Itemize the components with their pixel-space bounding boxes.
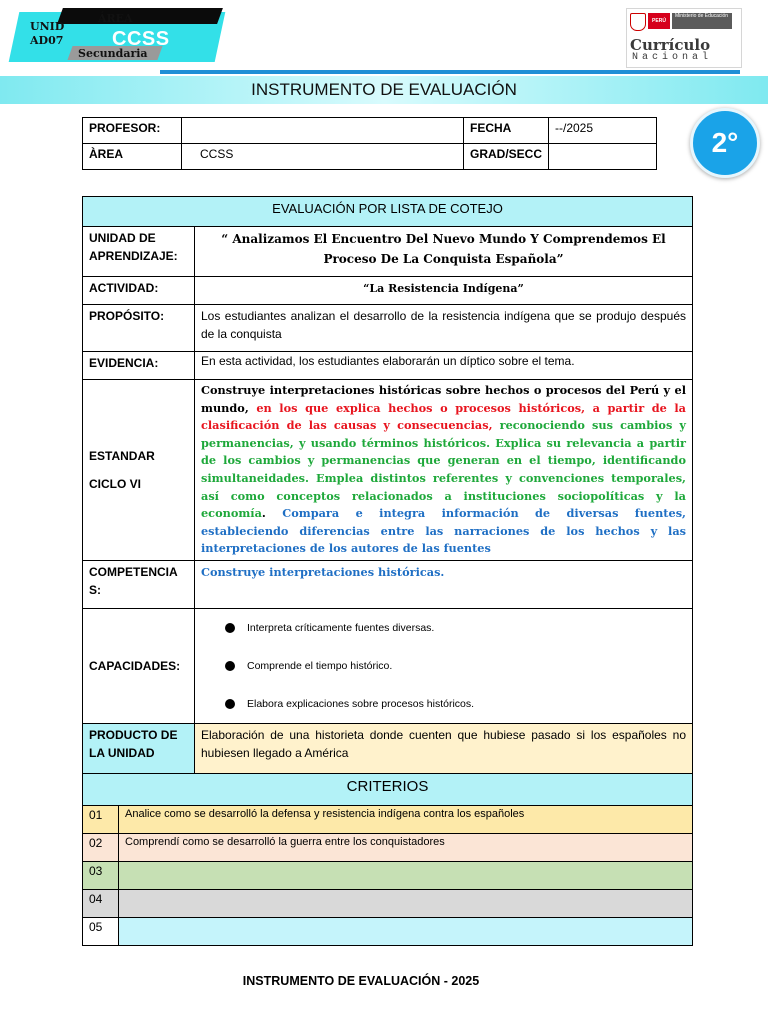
list-item — [195, 609, 692, 647]
grad-secc-field[interactable] — [549, 144, 657, 170]
unidad-value: “ Analizamos El Encuentro Del Nuevo Mundo Y Comprendemos El Proceso De La Conquista Española” — [195, 227, 693, 277]
estandar-part5: Compara e integra información de diversas fuentes, estableciendo diferencias entre las narraciones de los hechos y las interpretaciones de los autores de las fuentes — [201, 506, 686, 556]
capacidad-text: Comprende el tiempo histórico. — [247, 659, 393, 672]
escudo-icon — [630, 13, 646, 31]
bullet-icon — [225, 623, 235, 633]
actividad-label: ACTIVIDAD: — [83, 277, 195, 305]
competencias-value: Construye interpretaciones históricas. — [195, 560, 693, 608]
estandar-part3: reconociendo sus cambios y permanencias, y usando términos históricos. Explica su relevancia a partir de los cambios y permanencias que generan en el tiempo, identificando simultaneidades. Emplea distintos referentes y convenciones temporales, así como conceptos relacionados a instituciones sociopolíticas y la economía — [201, 418, 687, 521]
evaluation-header: EVALUACIÓN POR LISTA DE COTEJO — [83, 197, 693, 227]
estandar-part4: . — [261, 506, 283, 521]
profesor-label: PROFESOR: — [83, 118, 182, 144]
info-table — [82, 117, 657, 170]
ministry-label: Ministerio de Educación — [672, 13, 732, 29]
criterio-num: 02 — [83, 834, 119, 862]
estandar-part1: Construye interpretaciones históricas sobre hechos o procesos del Perú y el mundo, — [201, 383, 686, 415]
unidad-label: UNIDAD DE APRENDIZAJE: — [83, 227, 195, 277]
bullet-icon — [225, 699, 235, 709]
header-blue-line — [160, 70, 740, 74]
logo-name-line1: Currículo — [630, 36, 711, 54]
subject-banner: CCSS — [112, 28, 170, 50]
producto-label: PRODUCTO DE LA UNIDAD — [83, 723, 195, 788]
level-label: Secundaria — [78, 47, 148, 60]
ciclo-label: CICLO VI — [89, 476, 142, 491]
competencias-label: COMPETENCIAS: — [83, 560, 195, 608]
bullet-icon — [225, 661, 235, 671]
page-footer: INSTRUMENTO DE EVALUACIÓN - 2025 — [242, 974, 480, 988]
criterio-text[interactable] — [119, 862, 693, 890]
unit-code — [30, 20, 64, 48]
capacidad-text: Elabora explicaciones sobre procesos históricos. — [247, 697, 475, 710]
estandar-label-cell — [83, 380, 195, 561]
area-row-label: ÀREA — [83, 144, 182, 170]
actividad-value: “La Resistencia Indígena” — [195, 277, 693, 305]
estandar-part2: en los que explica hechos o procesos históricos, a partir de la clasificación de las causas y consecuencias, — [201, 400, 686, 433]
criterio-text[interactable]: Analice como se desarrolló la defensa y resistencia indígena contra los españoles — [119, 806, 693, 834]
header-banner-black — [57, 8, 223, 24]
area-field[interactable]: CCSS — [182, 144, 464, 170]
producto-value: Elaboración de una historieta donde cuenten que hubiese pasado si los españoles no hubiesen llegado a América — [195, 723, 693, 788]
grade-badge: 2° — [690, 108, 760, 178]
unit-code-line2: AD07 — [30, 34, 64, 47]
estandar-value — [195, 380, 693, 561]
capacidad-text: Interpreta críticamente fuentes diversas. — [247, 621, 435, 634]
peru-flag: PERÚ — [648, 13, 670, 29]
capacidades-list — [195, 609, 692, 723]
list-item — [195, 647, 692, 685]
proposito-label: PROPÓSITO: — [83, 305, 195, 352]
criterio-text[interactable] — [119, 890, 693, 918]
page-title: INSTRUMENTO DE EVALUACIÓN — [251, 80, 517, 99]
unit-code-line1: UNID — [30, 20, 65, 33]
area-label: ÁREA — [98, 12, 133, 25]
capacidades-label: CAPACIDADES: — [83, 608, 195, 723]
criterios-header: CRITERIOS — [83, 774, 693, 806]
proposito-value: Los estudiantes analizan el desarrollo de la resistencia indígena que se produjo después de la conquista — [195, 305, 693, 352]
criterio-num: 01 — [83, 806, 119, 834]
capacidades-cell — [195, 608, 693, 723]
fecha-field[interactable]: --/2025 — [549, 118, 657, 144]
grad-secc-label: GRAD/SECC — [464, 144, 549, 170]
criterio-num: 03 — [83, 862, 119, 890]
criterio-num: 04 — [83, 890, 119, 918]
evidencia-value: En esta actividad, los estudiantes elaborarán un díptico sobre el tema. — [195, 352, 693, 380]
criterio-text[interactable] — [119, 918, 693, 946]
evidencia-label: EVIDENCIA: — [83, 352, 195, 380]
profesor-field[interactable] — [182, 118, 464, 144]
estandar-label: ESTANDAR — [89, 448, 155, 463]
evaluation-table — [82, 196, 693, 789]
list-item — [195, 685, 692, 723]
criterio-num: 05 — [83, 918, 119, 946]
criterios-table — [82, 773, 693, 946]
logo-name-line2: Nacional — [632, 52, 713, 63]
criterio-text[interactable]: Comprendí como se desarrolló la guerra entre los conquistadores — [119, 834, 693, 862]
fecha-label: FECHA — [464, 118, 549, 144]
